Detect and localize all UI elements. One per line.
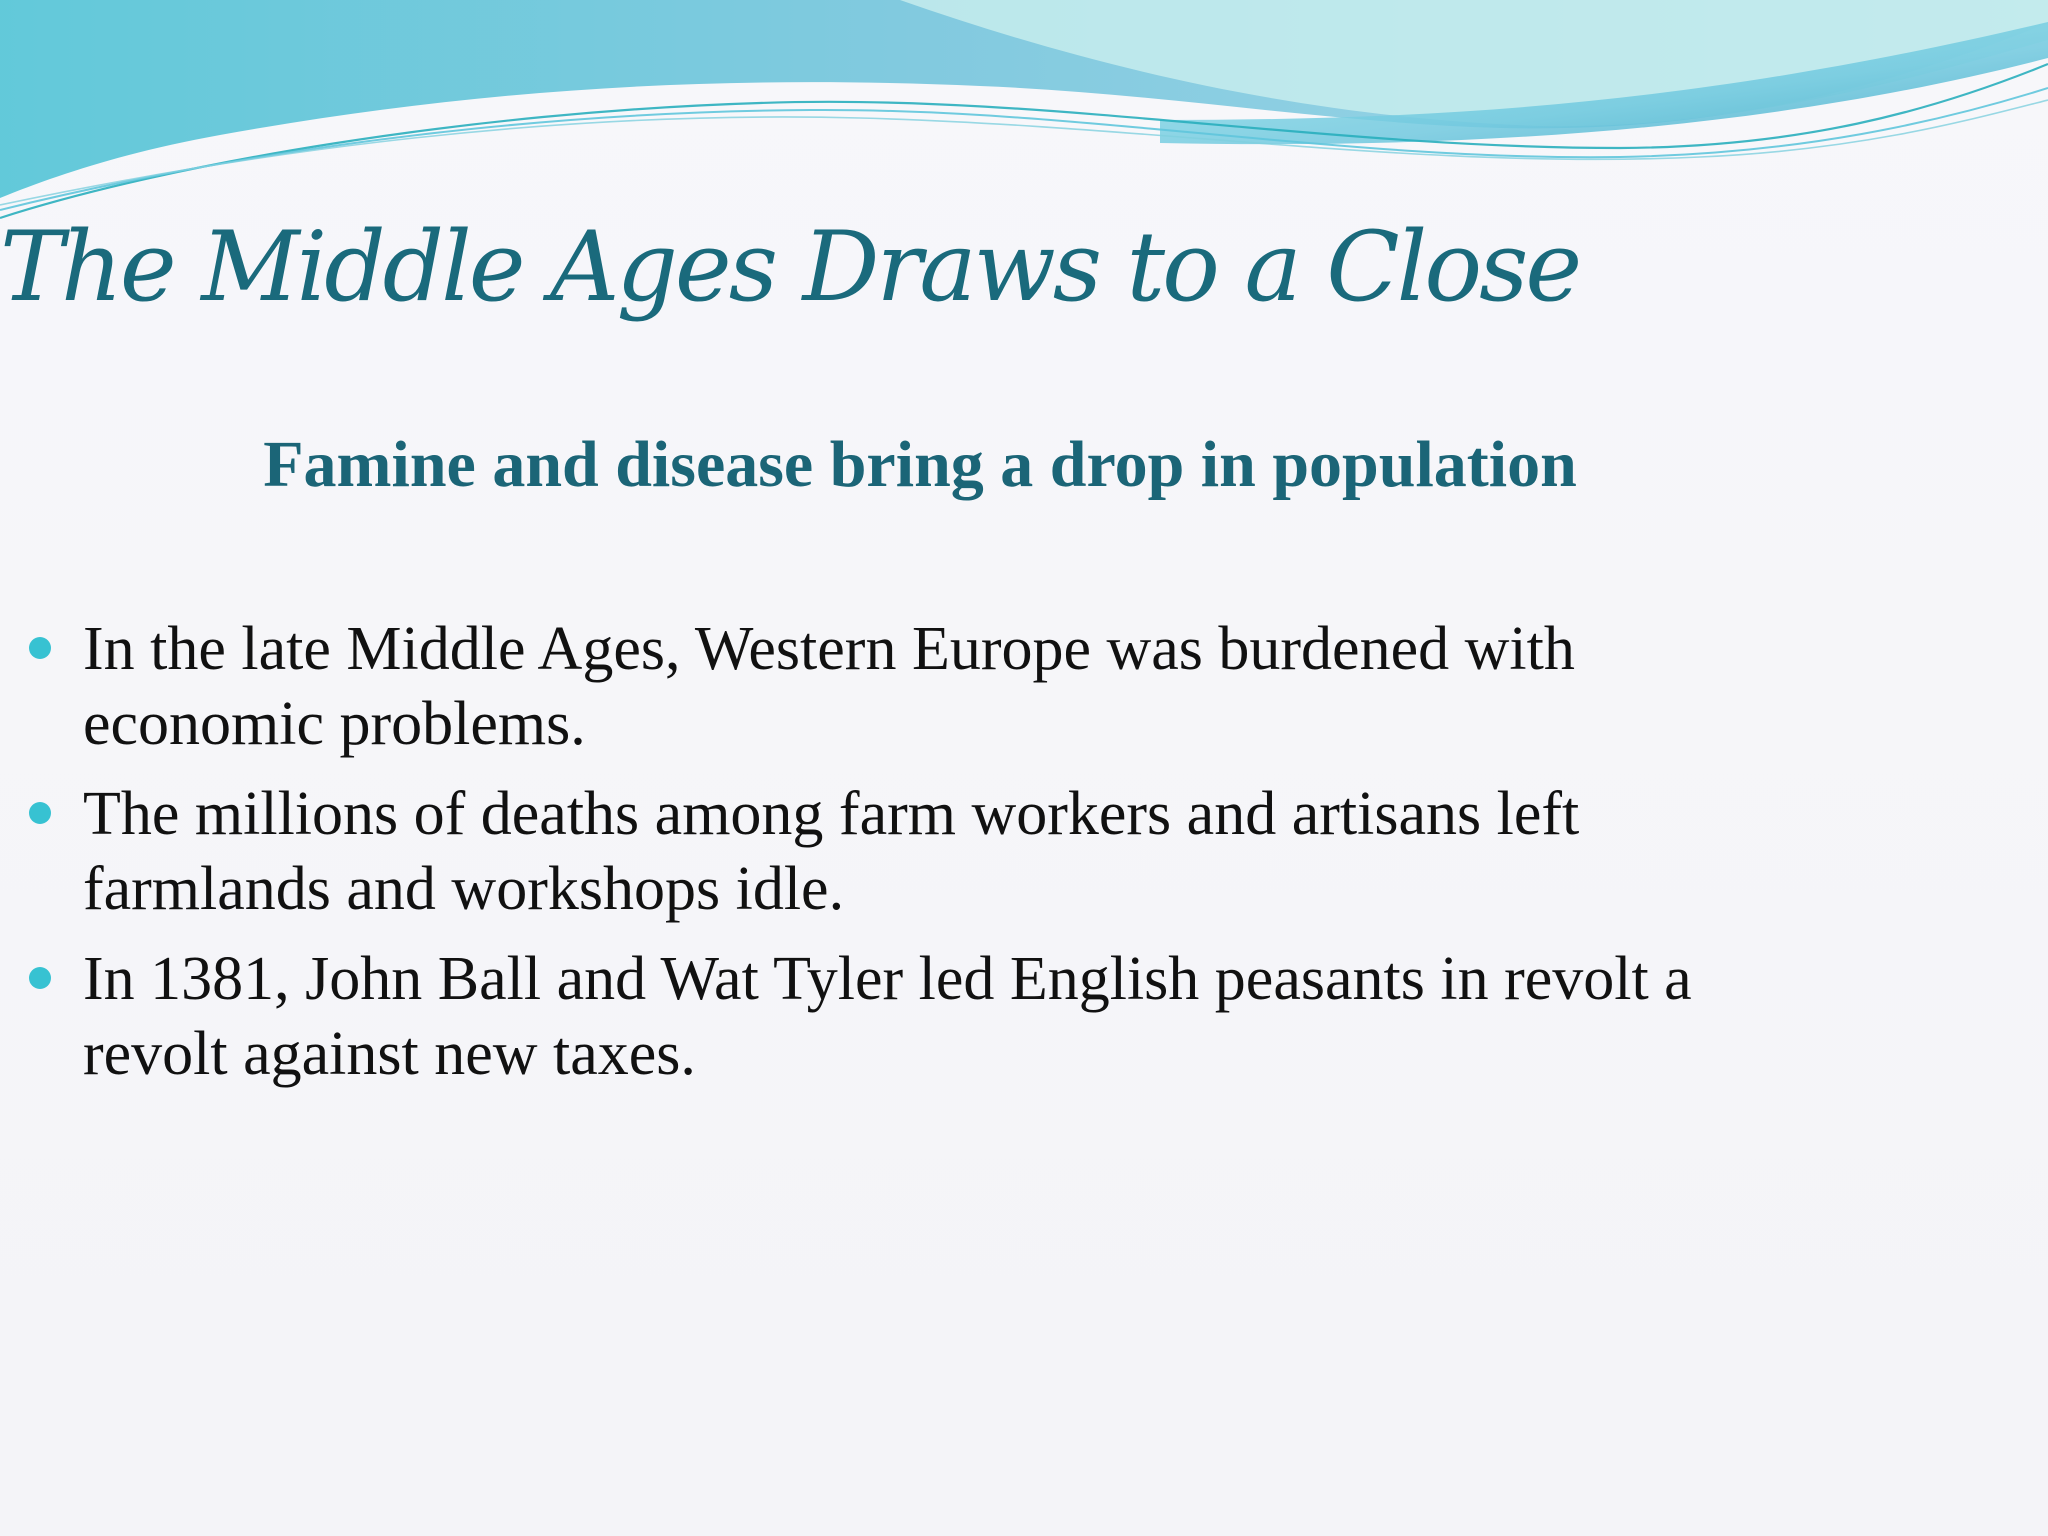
bullet-item (22, 612, 1822, 762)
bullet-item (22, 942, 1822, 1092)
bullet-text: In 1381, John Ball and Wat Tyler led English peasants in revolt a revolt against new taxes. (83, 945, 1692, 1088)
dot-icon (29, 802, 51, 824)
bullet-text: The millions of deaths among farm workers and artisans left farmlands and workshops idle. (83, 780, 1580, 923)
slide-subtitle: Famine and disease bring a drop in population (263, 428, 1577, 501)
dot-icon (29, 967, 51, 989)
bullet-text: In the late Middle Ages, Western Europe was burdened with economic problems. (83, 615, 1575, 758)
wave-header-decoration (0, 0, 2048, 240)
bullet-item (22, 777, 1822, 927)
dot-icon (29, 637, 51, 659)
bullet-list (22, 612, 1822, 1107)
slide-title: The Middle Ages Draws to a Close (0, 211, 1580, 323)
